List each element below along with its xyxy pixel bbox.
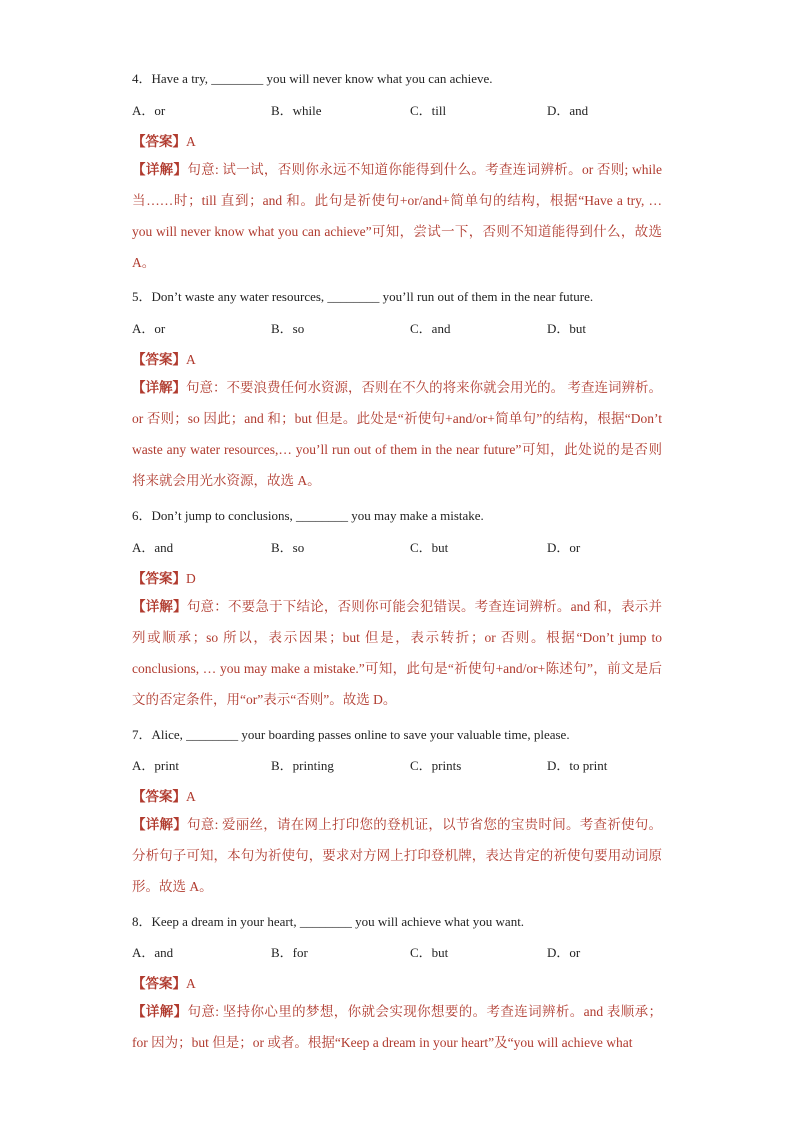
question-7-answer	[132, 785, 196, 805]
question-7-stem: 7．Alice, ________ your boarding passes online to save your valuable time, please.	[132, 727, 570, 742]
question-4-stem: 4．Have a try, ________ you will never know what you can achieve.	[132, 71, 493, 86]
option-b: B．so	[271, 321, 305, 336]
answer-value: A	[186, 352, 196, 367]
question-7-detail	[132, 809, 662, 902]
detail-label: 【详解】	[132, 1004, 188, 1019]
option-b: B．printing	[271, 758, 334, 773]
option-b: B．so	[271, 540, 305, 555]
answer-label: 【答案】	[132, 352, 186, 367]
option-d: D．or	[547, 945, 581, 960]
detail-label: 【详解】	[132, 380, 187, 395]
answer-label: 【答案】	[132, 134, 186, 149]
option-b: B．for	[271, 945, 308, 960]
detail-text: 句意：不要浪费任何水资源，否则在不久的将来你就会用光的。 考查连词辨析。or 否则；so 因此；and 和；but 但是。此处是“祈使句+and/or+简单句”的结构，根据“Don’t waste any water resources,… you’ll run out of them in the near future”可知，此处说的是否则将来就会用光水资源，故选 A。	[132, 380, 663, 488]
option-a: A．print	[132, 758, 179, 773]
question-8-detail	[132, 996, 662, 1058]
detail-label: 【详解】	[132, 817, 188, 832]
detail-text: 句意: 试一试，否则你永远不知道你能得到什么。考查连词辨析。or 否则; while 当……时；till 直到；and 和。此句是祈使句+or/and+简单句的结构，根据“Have a try, … you will never know what you can achieve”可知，尝试一下，否则不知道能得到什么，故选 A。	[132, 162, 662, 270]
option-c: C．till	[410, 103, 447, 118]
answer-label: 【答案】	[132, 789, 186, 804]
answer-label: 【答案】	[132, 571, 186, 586]
option-d: D．or	[547, 540, 581, 555]
question-5-detail	[132, 372, 662, 496]
question-6-options	[132, 537, 672, 555]
option-a: A．or	[132, 103, 166, 118]
detail-label: 【详解】	[132, 599, 187, 614]
question-8-stem: 8．Keep a dream in your heart, ________ you will achieve what you want.	[132, 914, 525, 929]
option-d: D．but	[547, 321, 587, 336]
option-d: D．and	[547, 103, 589, 118]
answer-value: D	[186, 571, 196, 586]
detail-text: 句意: 坚持你心里的梦想，你就会实现你想要的。考查连词辨析。and 表顺承；for 因为；but 但是；or 或者。根据“Keep a dream in your heart”及“you will achieve what	[132, 1004, 662, 1050]
option-a: A．and	[132, 945, 174, 960]
option-c: C．but	[410, 540, 449, 555]
question-4-options	[132, 100, 672, 118]
question-5-options	[132, 318, 672, 336]
option-c: C．but	[410, 945, 449, 960]
detail-label: 【详解】	[132, 162, 188, 177]
question-6-stem: 6．Don’t jump to conclusions, ________ you may make a mistake.	[132, 508, 484, 523]
option-c: C．prints	[410, 758, 462, 773]
answer-value: A	[186, 789, 196, 804]
detail-text: 句意：不要急于下结论，否则你可能会犯错误。考查连词辨析。and 和，表示并列或顺承；so 所以，表示因果；but 但是，表示转折；or 否则。根据“Don’t jump to conclusions, … you may make a mistake.”可知，此句是“祈使句+and/or+陈述句”，前文是后文的否定条件，用“or”表示“否则”。故选 D。	[132, 599, 662, 707]
option-b: B．while	[271, 103, 322, 118]
answer-label: 【答案】	[132, 976, 186, 991]
question-8-answer	[132, 972, 196, 992]
question-6-detail	[132, 591, 662, 715]
question-4-detail	[132, 154, 662, 278]
option-d: D．to print	[547, 758, 608, 773]
question-5-answer	[132, 348, 196, 368]
answer-value: A	[186, 976, 196, 991]
question-5-stem: 5．Don’t waste any water resources, ________ you’ll run out of them in the near future.	[132, 289, 594, 304]
question-6-answer	[132, 567, 196, 587]
question-8-options	[132, 942, 672, 960]
question-4-answer	[132, 130, 196, 150]
option-c: C．and	[410, 321, 451, 336]
question-7-options	[132, 755, 672, 773]
option-a: A．and	[132, 540, 174, 555]
answer-value: A	[186, 134, 196, 149]
option-a: A．or	[132, 321, 166, 336]
detail-text: 句意: 爱丽丝，请在网上打印您的登机证，以节省您的宝贵时间。考查祈使句。分析句子可知，本句为祈使句，要求对方网上打印登机牌，表达肯定的祈使句要用动词原形。故选 A。	[132, 817, 663, 894]
